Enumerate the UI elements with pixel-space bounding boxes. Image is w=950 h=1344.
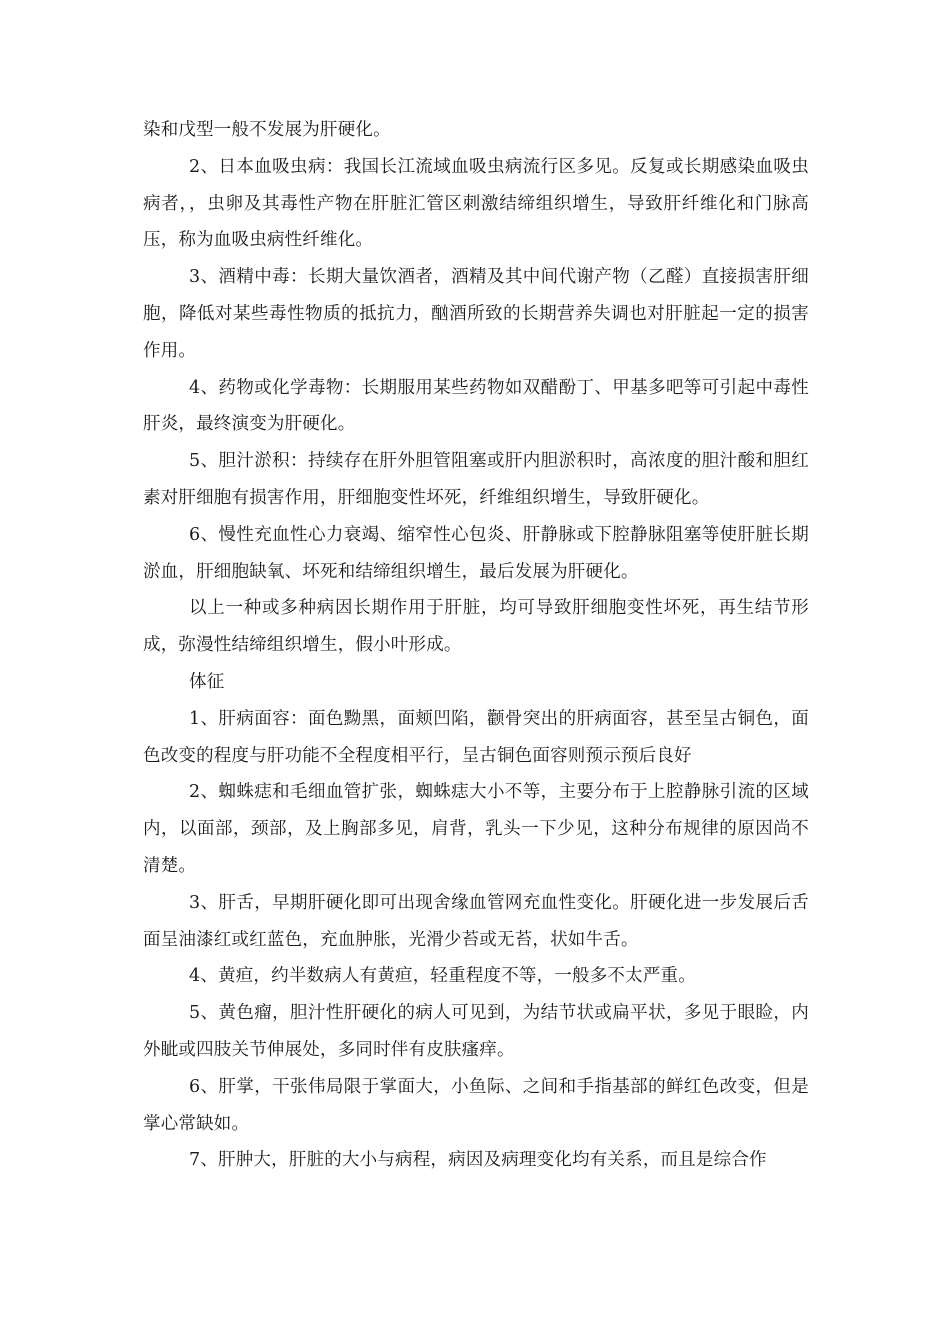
section-heading-signs: 体征	[189, 671, 225, 692]
paragraph-sign-xanthoma: 5、黄色瘤，胆汁性肝硬化的病人可见到，为结节状或扁平状，多见于眼睑，内外眦或四肢关节伸展处，多同时伴有皮肤瘙痒。	[143, 1003, 809, 1060]
paragraph-cause-schistosomiasis: 2、日本血吸虫病：我国长江流域血吸虫病流行区多见。反复或长期感染血吸虫病者，，虫卵及其毒性产物在肝脏汇管区刺激结缔组织增生，导致肝纤维化和门脉高压，称为血吸虫病性纤维化。	[143, 156, 809, 251]
paragraph-hepatitis-continuation: 染和戊型一般不发展为肝硬化。	[143, 120, 391, 140]
document-body	[143, 112, 809, 1179]
paragraph-cause-heart-failure: 6、慢性充血性心力衰竭、缩窄性心包炎、肝静脉或下腔静脉阻塞等使肝脏长期淤血，肝细胞缺氧、坏死和结缔组织增生，最后发展为肝硬化。	[143, 524, 809, 582]
paragraph-sign-spider-nevi: 2、蜘蛛痣和毛细血管扩张，蜘蛛痣大小不等，主要分布于上腔静脉引流的区域内，以面部，颈部，及上胸部多见，肩背，乳头一下少见，这种分布规律的原因尚不清楚。	[143, 782, 809, 876]
paragraph-cause-drugs: 4、药物或化学毒物：长期服用某些药物如双醋酚丁、甲基多吧等可引起中毒性肝炎，最终演变为肝硬化。	[143, 377, 809, 435]
paragraph-causes-summary: 以上一种或多种病因长期作用于肝脏，均可导致肝细胞变性坏死，再生结节形成，弥漫性结缔组织增生，假小叶形成。	[143, 598, 809, 656]
paragraph-cause-alcohol: 3、酒精中毒：长期大量饮酒者，酒精及其中间代谢产物（乙醛）直接损害肝细胞，降低对某些毒性物质的抵抗力，酗酒所致的长期营养失调也对肝脏起一定的损害作用。	[143, 267, 809, 361]
paragraph-sign-tongue: 3、肝舌，早期肝硬化即可出现舍缘血管网充血性变化。肝硬化进一步发展后舌面呈油漆红或红蓝色，充血肿胀，光滑少苔或无苔，状如牛舌。	[143, 892, 809, 950]
paragraph-sign-jaundice: 4、黄疸，约半数病人有黄疸，轻重程度不等，一般多不太严重。	[189, 966, 696, 987]
paragraph-cause-cholestasis: 5、胆汁淤积：持续存在肝外胆管阻塞或肝内胆淤积时，高浓度的胆汁酸和胆红素对肝细胞有损害作用，肝细胞变性坏死，纤维组织增生，导致肝硬化。	[143, 451, 809, 508]
paragraph-sign-hepatomegaly: 7、肝肿大，肝脏的大小与病程，病因及病理变化均有关系，而且是综合作	[189, 1150, 767, 1171]
paragraph-sign-facies: 1、肝病面容：面色黝黑，面颊凹陷，颧骨突出的肝病面容，甚至呈古铜色，面色改变的程度与肝功能不全程度相平行，呈古铜色面容则预示预后良好	[143, 708, 809, 766]
paragraph-sign-palmar-erythema: 6、肝掌，干张伟局限于掌面大，小鱼际、之间和手指基部的鲜红色改变，但是掌心常缺如。	[143, 1076, 809, 1134]
